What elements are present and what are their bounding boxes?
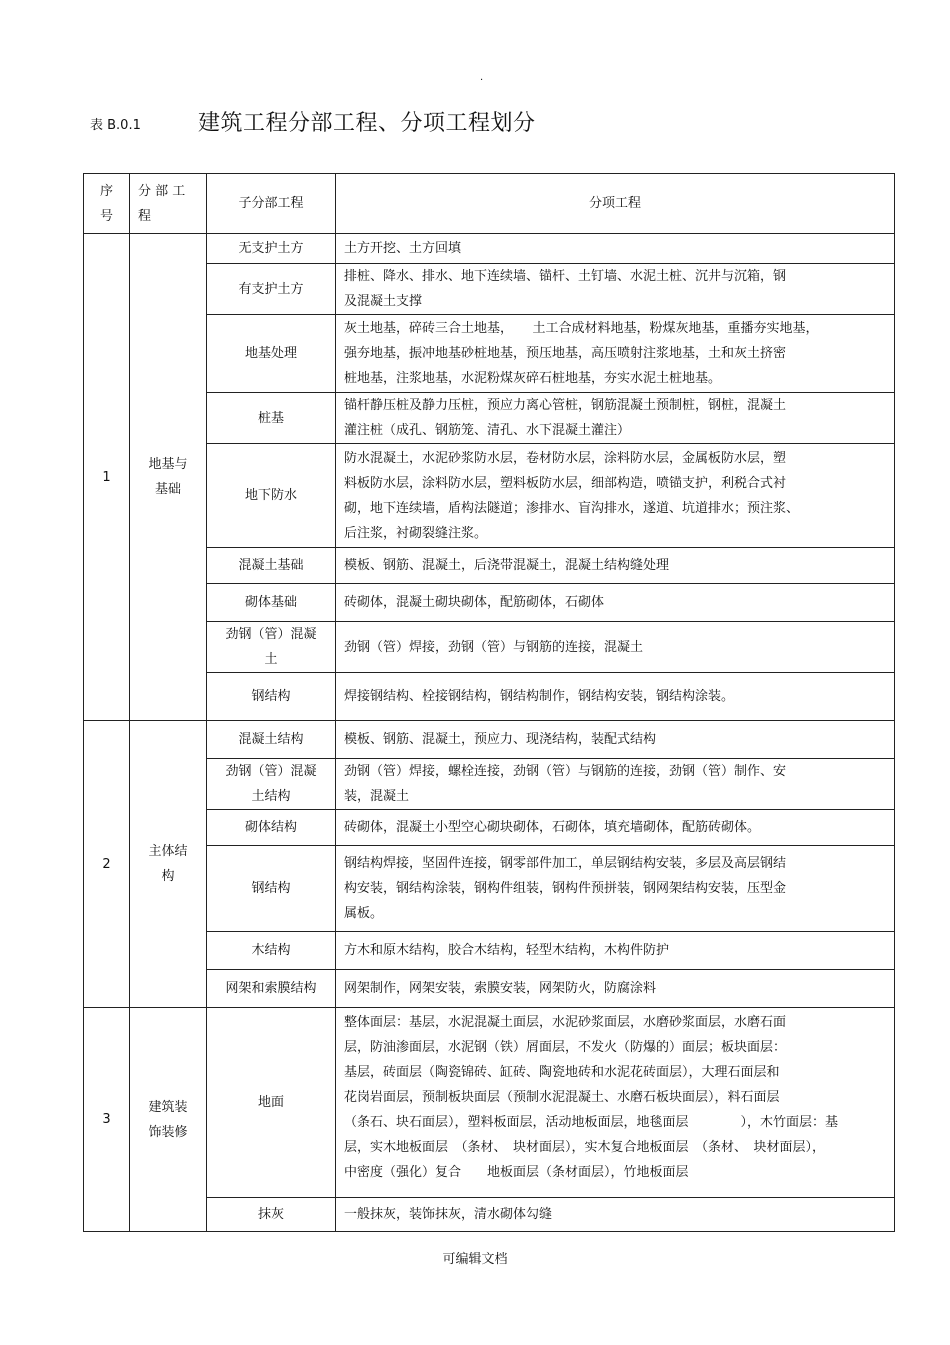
cell-items: 方木和原木结构，胶合木结构，轻型木结构，木构件防护 bbox=[336, 932, 895, 970]
cell-items: 排桩、降水、排水、地下连续墙、锚杆、土钉墙、水泥土桩、沉井与沉箱，钢 及混凝土支撑 bbox=[336, 264, 895, 315]
header-items: 分项工程 bbox=[336, 174, 895, 234]
cell-items: 整体面层：基层，水泥混凝土面层，水泥砂浆面层，水磨砂浆面层，水磨石面 层，防油渗面层，水泥钢（铁）屑面层，不发火（防爆的）面层；板块面层： 基层，砖面层（陶瓷锦砖、缸砖、陶瓷地砖和水泥花砖面层），大理石面层和 花岗岩面层，预制板块面层（预制水泥混凝土、水磨石板块面层），料石面层 （条石、块石面层），塑料板面层，活动地板面层，地毯面层 ），木竹面层：基 层，实木地板面层 （条材、 块材面层），实木复合地板面层 （条材、 块材面层）， 中密度（强化）复合 地板面层（条材面层），竹地板面层 bbox=[336, 1008, 895, 1198]
table-header-row bbox=[84, 174, 895, 234]
cell-sub-division: 劲钢（管）混凝 土 bbox=[207, 622, 336, 673]
cell-items: 网架制作，网架安装，索膜安装，网架防火，防腐涂料 bbox=[336, 970, 895, 1008]
cell-items: 锚杆静压桩及静力压桩，预应力离心管桩，钢筋混凝土预制桩，钢桩，混凝土 灌注桩（成孔、钢筋笼、清孔、水下混凝土灌注） bbox=[336, 393, 895, 444]
cell-items: 钢结构焊接，坚固件连接，钢零部件加工，单层钢结构安装，多层及高层钢结 构安装，钢结构涂装，钢构件组装，钢构件预拼装，钢网架结构安装，压型金 属板。 bbox=[336, 846, 895, 932]
cell-division: 主体结 构 bbox=[130, 721, 207, 1008]
cell-items: 模板、钢筋、混凝土，后浇带混凝土，混凝土结构缝处理 bbox=[336, 548, 895, 584]
cell-sub-division: 地基处理 bbox=[207, 315, 336, 393]
cell-items: 灰土地基，碎砖三合土地基， 土工合成材料地基，粉煤灰地基，重播夯实地基， 强夯地基，振冲地基砂桩地基，预压地基，高压喷射注浆地基，土和灰土挤密 桩地基，注浆地基，水泥粉煤灰碎石桩地基，夯实水泥土桩地基。 bbox=[336, 315, 895, 393]
cell-division: 地基与 基础 bbox=[130, 234, 207, 721]
cell-sub-division: 钢结构 bbox=[207, 846, 336, 932]
table-number: 表 B.0.1 bbox=[90, 118, 141, 133]
cell-items: 模板、钢筋、混凝土，预应力、现浇结构，装配式结构 bbox=[336, 721, 895, 759]
cell-sub-division: 劲钢（管）混凝 土结构 bbox=[207, 759, 336, 810]
cell-sub-division: 有支护土方 bbox=[207, 264, 336, 315]
cell-sub-division: 无支护土方 bbox=[207, 234, 336, 264]
header-seq: 序 号 bbox=[84, 174, 130, 234]
page-title: 建筑工程分部工程、分项工程划分 bbox=[198, 111, 536, 136]
page-footer: 可编辑文档 bbox=[442, 1252, 508, 1267]
cell-items: 砖砌体，混凝土砌块砌体，配筋砌体，石砌体 bbox=[336, 584, 895, 622]
table-body bbox=[84, 174, 895, 1232]
table-row bbox=[84, 1008, 895, 1198]
cell-items: 一般抹灰，装饰抹灰，清水砌体勾缝 bbox=[336, 1198, 895, 1232]
division-table bbox=[83, 173, 895, 1232]
table-row bbox=[84, 721, 895, 759]
cell-seq: 3 bbox=[84, 1008, 130, 1232]
top-mark: . bbox=[480, 72, 484, 83]
cell-items: 砖砌体，混凝土小型空心砌块砌体，石砌体，填充墙砌体，配筋砖砌体。 bbox=[336, 810, 895, 846]
cell-items: 防水混凝土，水泥砂浆防水层，卷材防水层，涂料防水层，金属板防水层，塑 料板防水层，涂料防水层，塑料板防水层，细部构造，喷锚支护，利税合式衬 砌，地下连续墙，盾构法隧道；渗排水、盲沟排水，遂道、坑道排水；预注浆、 后注浆，衬砌裂缝注浆。 bbox=[336, 444, 895, 548]
cell-sub-division: 地面 bbox=[207, 1008, 336, 1198]
cell-sub-division: 桩基 bbox=[207, 393, 336, 444]
cell-sub-division: 钢结构 bbox=[207, 673, 336, 721]
cell-seq: 1 bbox=[84, 234, 130, 721]
cell-items: 劲钢（管）焊接，劲钢（管）与钢筋的连接，混凝土 bbox=[336, 622, 895, 673]
cell-division: 建筑装 饰装修 bbox=[130, 1008, 207, 1232]
cell-seq: 2 bbox=[84, 721, 130, 1008]
header-sub-division: 子分部工程 bbox=[207, 174, 336, 234]
table-row bbox=[84, 234, 895, 264]
header-division: 分 部 工 程 bbox=[130, 174, 207, 234]
cell-sub-division: 混凝土结构 bbox=[207, 721, 336, 759]
cell-sub-division: 网架和索膜结构 bbox=[207, 970, 336, 1008]
cell-items: 焊接钢结构、栓接钢结构，钢结构制作，钢结构安装，钢结构涂装。 bbox=[336, 673, 895, 721]
cell-items: 土方开挖、土方回填 bbox=[336, 234, 895, 264]
cell-sub-division: 地下防水 bbox=[207, 444, 336, 548]
cell-sub-division: 砌体结构 bbox=[207, 810, 336, 846]
cell-items: 劲钢（管）焊接，螺栓连接，劲钢（管）与钢筋的连接，劲钢（管）制作、安 装，混凝土 bbox=[336, 759, 895, 810]
cell-sub-division: 木结构 bbox=[207, 932, 336, 970]
cell-sub-division: 抹灰 bbox=[207, 1198, 336, 1232]
cell-sub-division: 混凝土基础 bbox=[207, 548, 336, 584]
cell-sub-division: 砌体基础 bbox=[207, 584, 336, 622]
